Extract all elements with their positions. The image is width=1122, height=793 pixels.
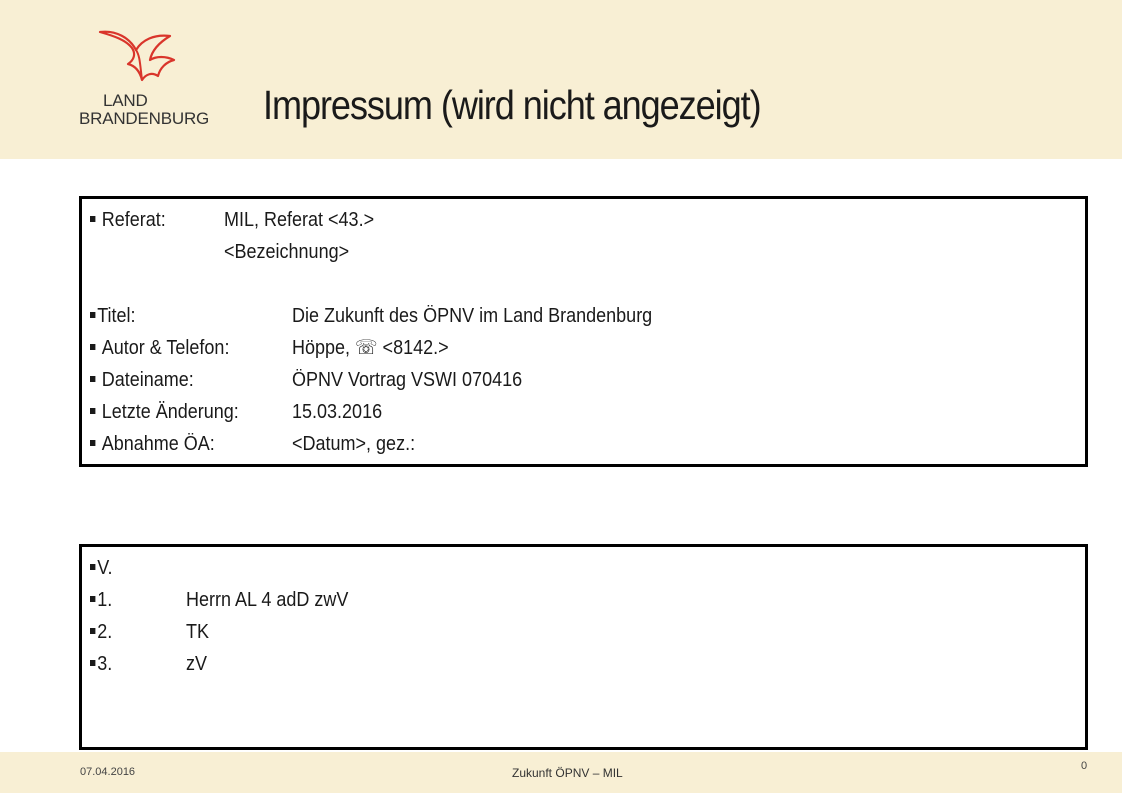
abnahme-row bbox=[90, 432, 215, 456]
logo-text-land: LAND bbox=[103, 91, 148, 110]
abnahme-value: <Datum>, gez.: bbox=[292, 433, 416, 455]
footer-date: 07.04.2016 bbox=[80, 766, 136, 778]
bullet-icon bbox=[90, 596, 95, 602]
bullet-icon bbox=[90, 344, 95, 350]
verfuegung-head-text: V. bbox=[97, 557, 113, 579]
dateiname-row bbox=[90, 368, 194, 392]
titel-value: Die Zukunft des ÖPNV im Land Brandenburg bbox=[292, 305, 653, 327]
bullet-icon bbox=[90, 564, 95, 570]
verfuegung-item-text: Herrn AL 4 adD zwV bbox=[186, 589, 349, 611]
referat-label: Referat: bbox=[101, 209, 166, 231]
autor-value: Höppe, ☏ <8142.> bbox=[292, 337, 449, 359]
autor-row bbox=[90, 336, 229, 360]
referat-value-1: MIL, Referat <43.> bbox=[224, 209, 375, 231]
verfuegung-item bbox=[90, 620, 112, 644]
titel-row bbox=[90, 304, 136, 328]
verfuegung-item-text: zV bbox=[186, 653, 208, 675]
page-number: 0 bbox=[1081, 760, 1088, 772]
abnahme-label: Abnahme ÖA: bbox=[101, 433, 215, 455]
bullet-icon bbox=[90, 660, 95, 666]
bullet-icon bbox=[90, 216, 95, 222]
bullet-icon bbox=[90, 440, 95, 446]
aenderung-value: 15.03.2016 bbox=[292, 401, 383, 423]
referat-value-2: <Bezeichnung> bbox=[224, 241, 350, 263]
referat-row bbox=[90, 208, 166, 232]
aenderung-row bbox=[90, 400, 239, 424]
verfuegung-item bbox=[90, 652, 112, 676]
verfuegung-item-num: 1. bbox=[97, 589, 113, 611]
verfuegung-item-num: 3. bbox=[97, 653, 113, 675]
page-title: Impressum (wird nicht angezeigt) bbox=[263, 82, 761, 128]
bullet-icon bbox=[90, 376, 95, 382]
verfuegung-head bbox=[90, 556, 113, 580]
brandenburg-logo bbox=[76, 26, 216, 136]
verfuegung-item-text: TK bbox=[186, 621, 210, 643]
impressum-box bbox=[79, 196, 1088, 467]
autor-label: Autor & Telefon: bbox=[101, 337, 230, 359]
aenderung-label: Letzte Änderung: bbox=[101, 401, 239, 423]
dateiname-label: Dateiname: bbox=[101, 369, 194, 391]
eagle-icon bbox=[96, 26, 196, 92]
logo-text-brandenburg: BRANDENBURG bbox=[79, 109, 210, 128]
verfuegung-box bbox=[79, 544, 1088, 750]
titel-label: Titel: bbox=[97, 305, 136, 327]
footer-title: Zukunft ÖPNV – MIL bbox=[512, 766, 623, 780]
bullet-icon bbox=[90, 628, 95, 634]
bullet-icon bbox=[90, 408, 95, 414]
bullet-icon bbox=[90, 312, 95, 318]
verfuegung-item-num: 2. bbox=[97, 621, 113, 643]
verfuegung-item bbox=[90, 588, 112, 612]
dateiname-value: ÖPNV Vortrag VSWI 070416 bbox=[292, 369, 523, 391]
